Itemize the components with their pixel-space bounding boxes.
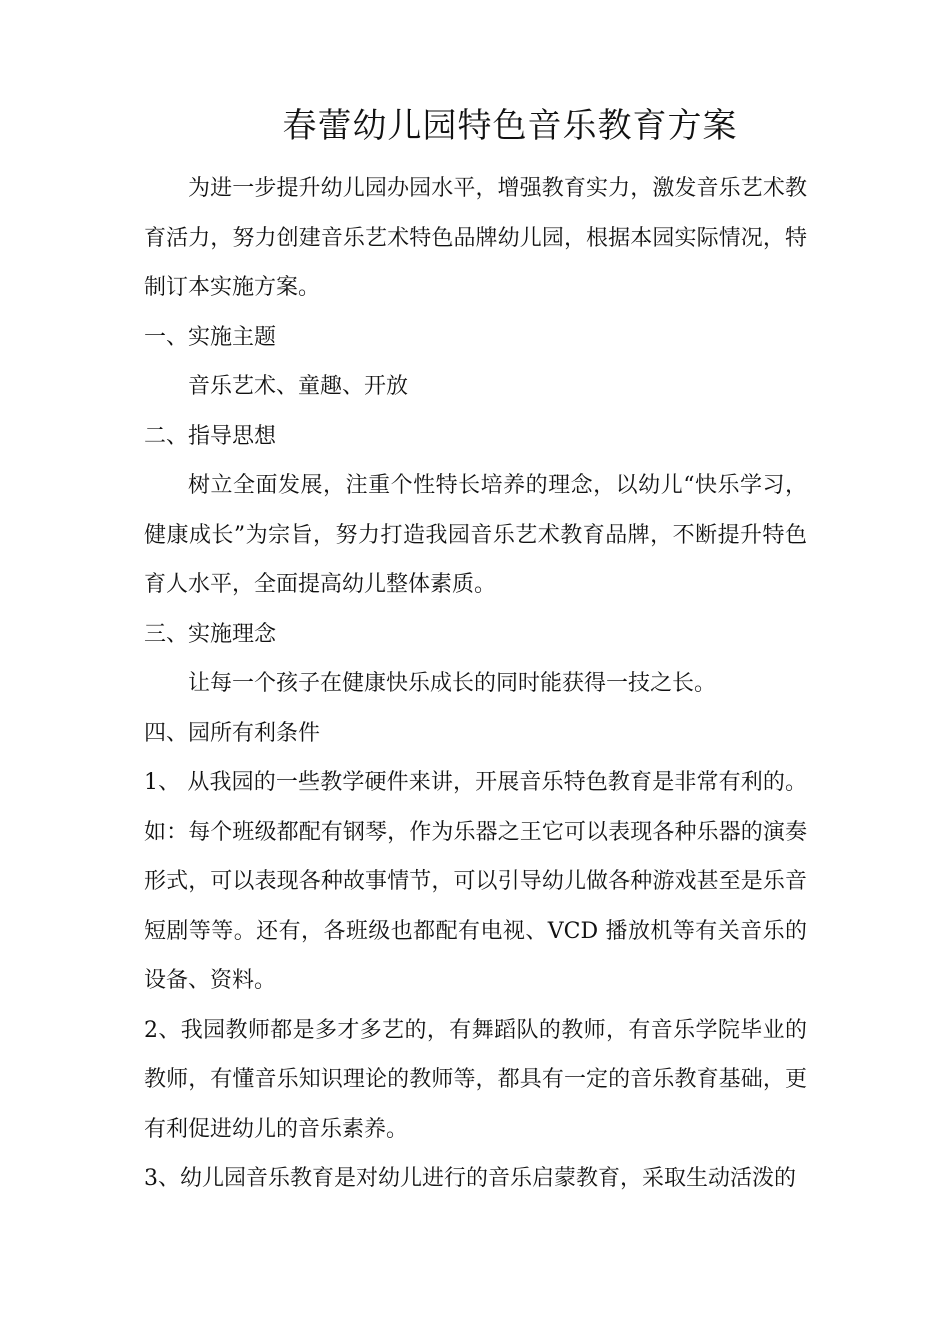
intro-paragraph: 为进一步提升幼儿园办园水平，增强教育实力，激发音乐艺术教育活力，努力创建音乐艺术特色品牌幼儿园，根据本园实际情况，特制订本实施方案。 <box>144 176 807 300</box>
section-text-concept: 让每一个孩子在健康快乐成长的同时能获得一技之长。 <box>188 671 717 696</box>
section-heading-concept: 三、实施理念 <box>144 621 277 647</box>
document-body <box>144 164 807 1204</box>
section-heading-guiding-thought: 二、指导思想 <box>144 423 277 449</box>
section-text-guiding-thought: 树立全面发展，注重个性特长培养的理念，以幼儿“快乐学习，健康成长”为宗旨，努力打造我园音乐艺术教育品牌，不断提升特色育人水平，全面提高幼儿整体素质。 <box>144 473 807 597</box>
condition-item-3: 3、幼儿园音乐教育是对幼儿进行的音乐启蒙教育，采取生动活泼的 <box>144 1166 796 1191</box>
section-text-theme: 音乐艺术、童趣、开放 <box>188 374 409 399</box>
condition-item-2: 2、我园教师都是多才多艺的，有舞蹈队的教师，有音乐学院毕业的教师，有懂音乐知识理论的教师等，都具有一定的音乐教育基础，更有利促进幼儿的音乐素养。 <box>144 1017 807 1142</box>
document-title: 春蕾幼儿园特色音乐教育方案 <box>282 106 738 146</box>
section-heading-theme: 一、实施主题 <box>144 324 277 350</box>
section-heading-conditions: 四、园所有利条件 <box>144 720 321 746</box>
condition-item-1: 1、 从我园的一些教学硬件来讲，开展音乐特色教育是非常有利的。如：每个班级都配有钢琴，作为乐器之王它可以表现各种乐器的演奏形式，可以表现各种故事情节，可以引导幼儿做各种游戏甚至是乐音短剧等等。还有，各班级也都配有电视、VCD 播放机等有关音乐的设备、资料。 <box>144 770 807 993</box>
